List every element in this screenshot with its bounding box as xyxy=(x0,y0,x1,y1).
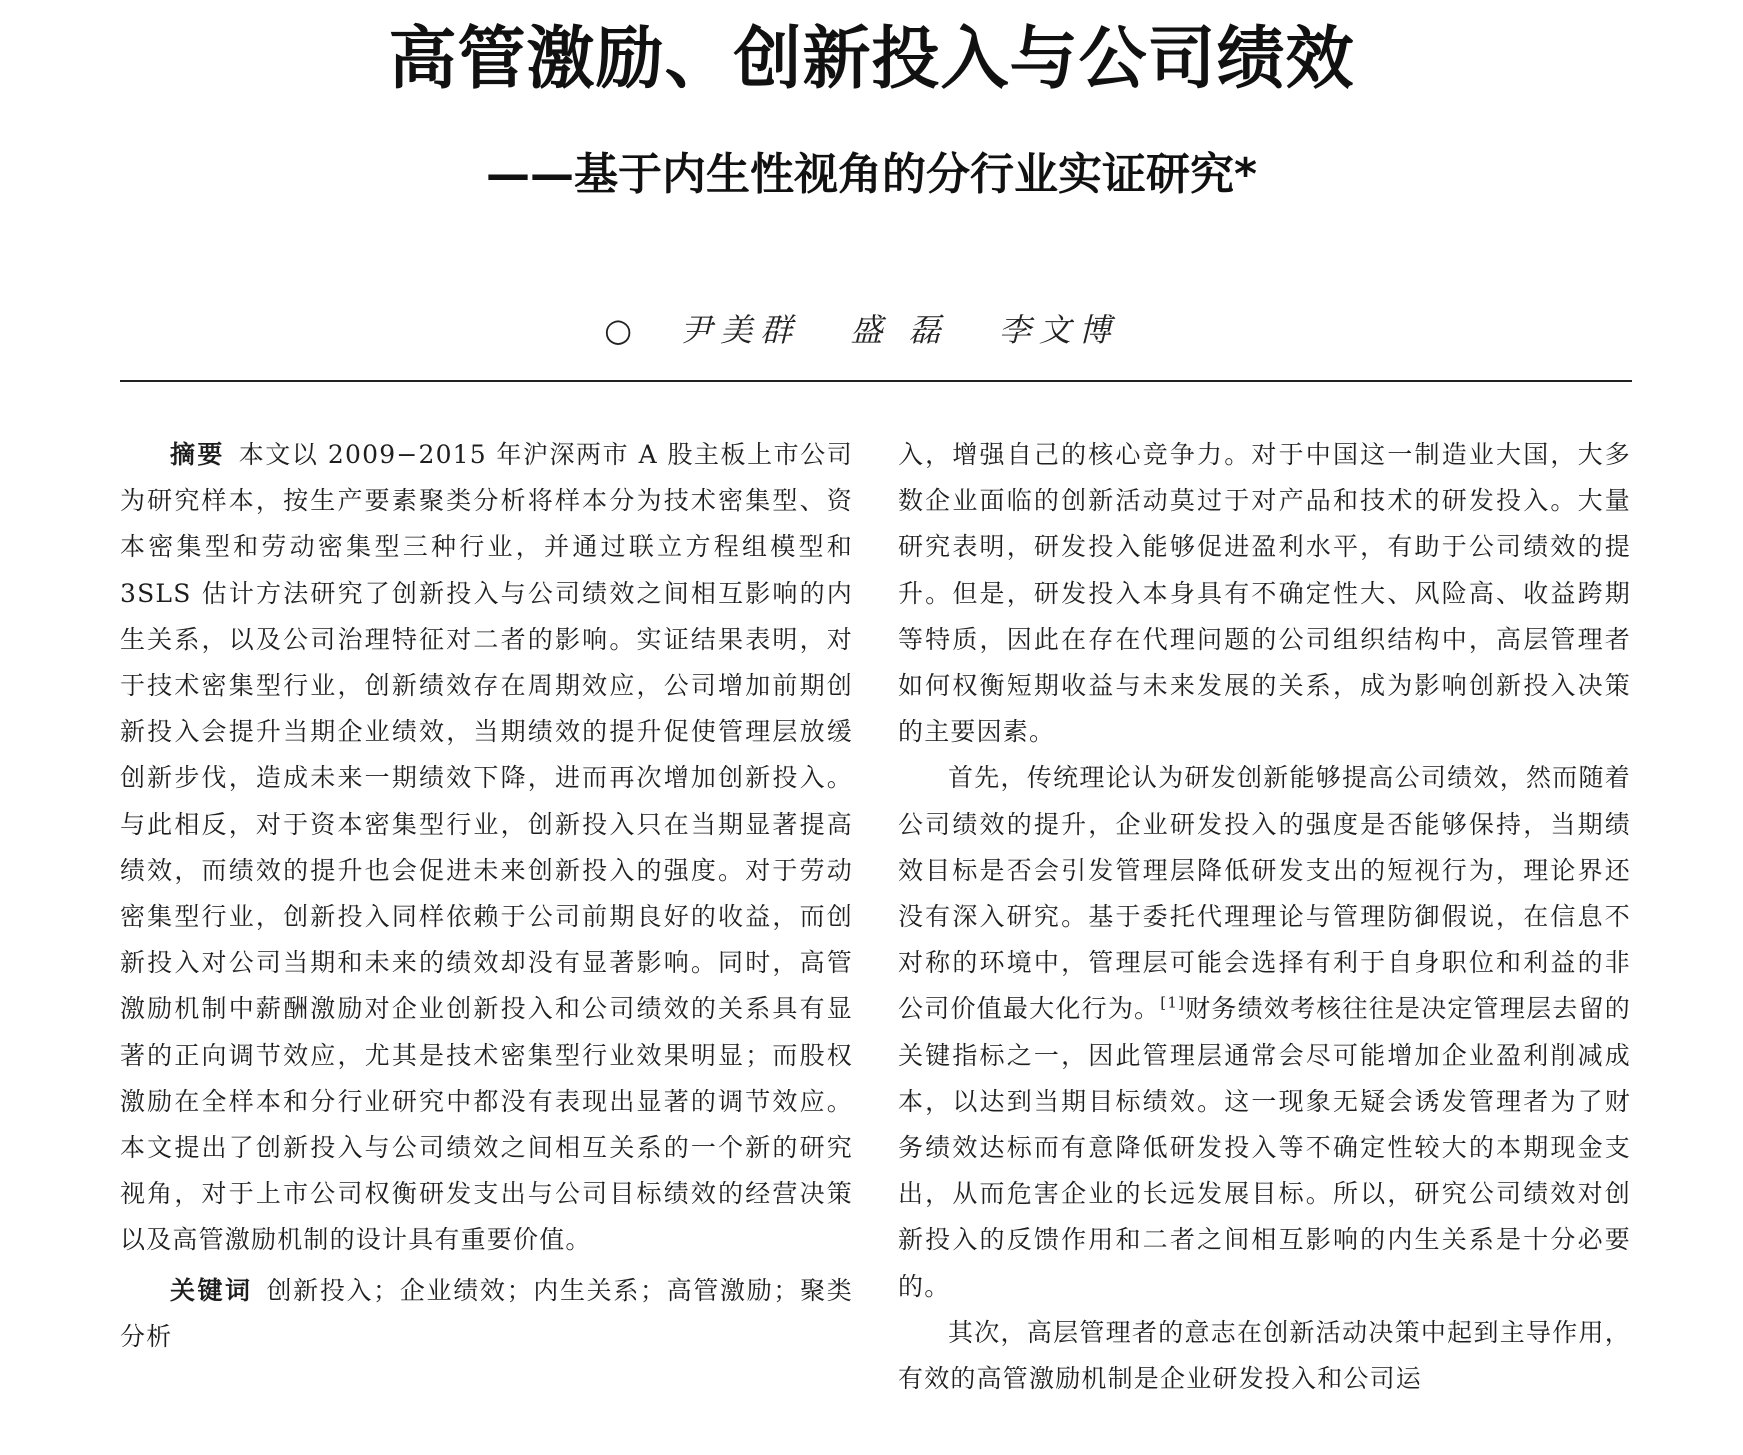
body-paragraph-2-part-a: 首先，传统理论认为研发创新能够提高公司绩效，然而随着公司绩效的提升，企业研发投入的强度是否能够保持，当期绩效目标是否会引发管理层降低研发支出的短视行为，理论界还没有深入研究。基于委托代理理论与管理防御假说，在信息不对称的环境中，管理层可能会选择有利于自身职位和利益的非公司价值最大化行为。 xyxy=(898,763,1631,1024)
abstract-label: 摘要 xyxy=(170,440,225,469)
keywords-paragraph xyxy=(120,1268,853,1360)
keywords-label: 关键词 xyxy=(170,1275,253,1305)
author-marker: ○ xyxy=(604,311,633,349)
author-line xyxy=(0,305,1743,355)
author-name: 尹美群 xyxy=(680,311,801,349)
author-name: 李文博 xyxy=(998,311,1119,349)
article-subtitle: ——基于内生性视角的分行业实证研究* xyxy=(485,149,1257,200)
keywords-text: 创新投入；企业绩效；内生关系；高管激励；聚类分析 xyxy=(120,1275,853,1351)
left-column xyxy=(120,432,853,1360)
abstract-paragraph xyxy=(120,432,853,1264)
citation-marker: [1] xyxy=(1160,994,1186,1013)
article-title: 高管激励、创新投入与公司绩效 xyxy=(388,20,1355,99)
header-divider xyxy=(120,380,1632,382)
body-paragraph-2-part-b: 财务绩效考核往往是决定管理层去留的关键指标之一，因此管理层通常会尽可能增加企业盈利削减成本，以达到当期目标绩效。这一现象无疑会诱发管理者为了财务绩效达标而有意降低研发投入等不确定性较大的本期现金支出，从而危害企业的长远发展目标。所以，研究公司绩效对创新投入的反馈作用和二者之间相互影响的内生关系是十分必要的。 xyxy=(898,994,1631,1301)
body-paragraph-3: 其次，高层管理者的意志在创新活动决策中起到主导作用，有效的高管激励机制是企业研发投入和公司运 xyxy=(898,1317,1631,1394)
body-paragraph-2 xyxy=(898,755,1631,1309)
body-paragraph-1: 入，增强自己的核心竞争力。对于中国这一制造业大国，大多数企业面临的创新活动莫过于对产品和技术的研发投入。大量研究表明，研发投入能够促进盈利水平，有助于公司绩效的提升。但是，研发投入本身具有不确定性大、风险高、收益跨期等特质，因此在存在代理问题的公司组织结构中，高层管理者如何权衡短期收益与未来发展的关系，成为影响创新投入决策的主要因素。 xyxy=(898,440,1631,747)
right-column xyxy=(898,432,1631,1402)
abstract-text: 本文以 2009−2015 年沪深两市 A 股主板上市公司为研究样本，按生产要素聚类分析将样本分为技术密集型、资本密集型和劳动密集型三种行业，并通过联立方程组模型和 3SLS 估计方法研究了创新投入与公司绩效之间相互影响的内生关系，以及公司治理特征对二者的影响。实证结果表明，对于技术密集型行业，创新绩效存在周期效应，公司增加前期创新投入会提升当期企业绩效，当期绩效的提升促使管理层放缓创新步伐，造成未来一期绩效下降，进而再次增加创新投入。与此相反，对于资本密集型行业，创新投入只在当期显著提高绩效，而绩效的提升也会促进未来创新投入的强度。对于劳动密集型行业，创新投入同样依赖于公司前期良好的收益，而创新投入对公司当期和未来的绩效却没有显著影响。同时，高管激励机制中薪酬激励对企业创新投入和公司绩效的关系具有显著的正向调节效应，尤其是技术密集型行业效果明显；而股权激励在全样本和分行业研究中都没有表现出显著的调节效应。本文提出了创新投入与公司绩效之间相互关系的一个新的研究视角，对于上市公司权衡研发支出与公司目标绩效的经营决策以及高管激励机制的设计具有重要价值。 xyxy=(120,440,853,1255)
author-name: 盛 磊 xyxy=(850,311,949,349)
